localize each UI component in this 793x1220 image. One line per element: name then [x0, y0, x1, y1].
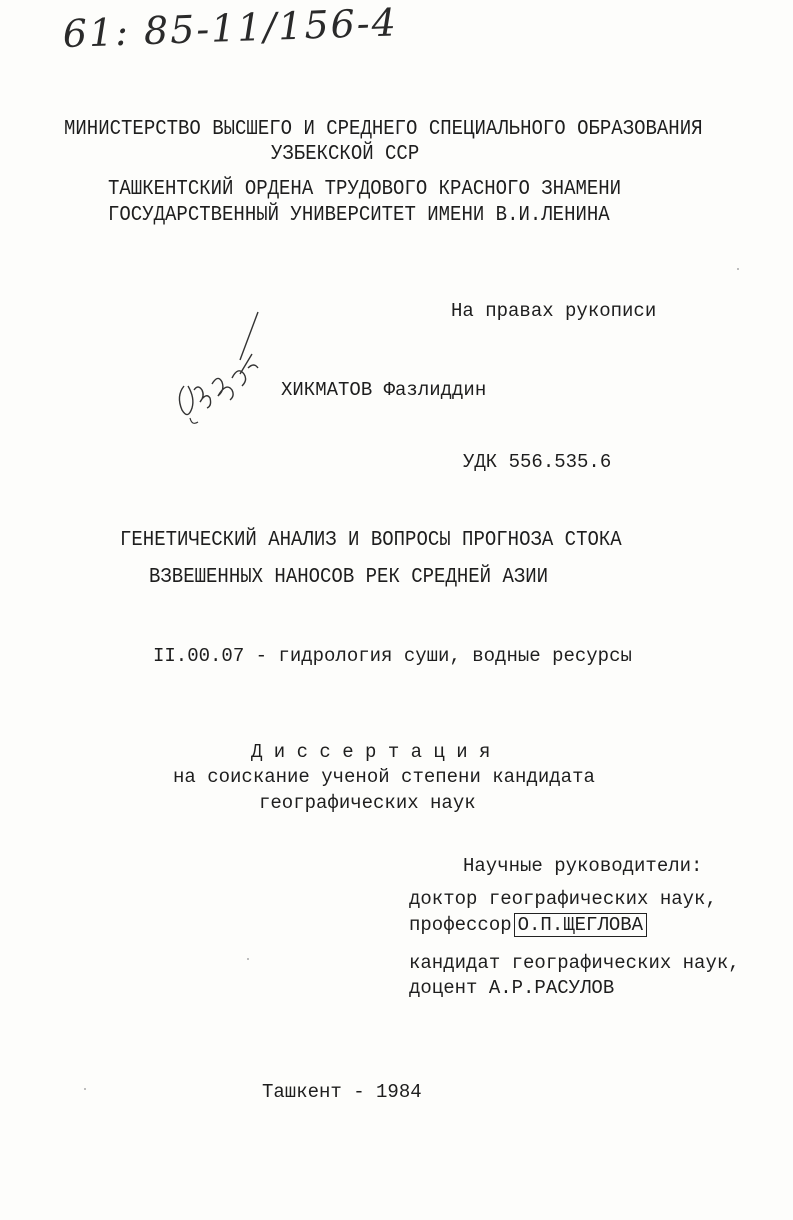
- supervisors-heading: Научные руководители:: [463, 855, 703, 877]
- city-year: Ташкент - 1984: [262, 1081, 422, 1103]
- paper-speck: [84, 1088, 86, 1090]
- title-line-2: ВЗВЕШЕННЫХ НАНОСОВ РЕК СРЕДНЕЙ АЗИИ: [149, 564, 549, 589]
- university-line-1: ТАШКЕНТСКИЙ ОРДЕНА ТРУДОВОГО КРАСНОГО ЗНАМЕНИ: [108, 176, 622, 201]
- ministry-line-1: МИНИСТЕРСТВО ВЫСШЕГО И СРЕДНЕГО СПЕЦИАЛЬНОГО ОБРАЗОВАНИЯ: [64, 116, 703, 141]
- supervisor-1-name-box: О.П.ЩЕГЛОВА: [514, 913, 647, 937]
- paper-speck: [737, 268, 739, 270]
- supervisor-2-line: доцент А.Р.РАСУЛОВ: [409, 977, 615, 999]
- specialty-code: II.00.07 - гидрология суши, водные ресурсы: [153, 645, 632, 667]
- supervisor-2-degree: кандидат географических наук,: [409, 952, 740, 974]
- udk-code: УДК 556.535.6: [463, 451, 612, 473]
- university-line-2: ГОСУДАРСТВЕННЫЙ УНИВЕРСИТЕТ ИМЕНИ В.И.ЛЕНИНА: [108, 202, 610, 227]
- supervisor-1-degree: доктор географических наук,: [409, 888, 717, 910]
- dissertation-heading: Д и с с е р т а ц и я: [251, 741, 491, 763]
- ministry-line-2: УЗБЕКСКОЙ ССР: [271, 141, 420, 166]
- paper-speck: [247, 958, 249, 960]
- handwritten-reference: 61: 85-11/156-4: [62, 0, 399, 56]
- author-name: ХИКМАТОВ Фазлиддин: [281, 379, 487, 401]
- title-line-1: ГЕНЕТИЧЕСКИЙ АНАЛИЗ И ВОПРОСЫ ПРОГНОЗА СТОКА: [120, 527, 622, 552]
- degree-line-2: географических наук: [259, 792, 476, 814]
- supervisor-1-line: [409, 914, 647, 936]
- supervisor-1-title: профессор: [409, 914, 512, 936]
- manuscript-note: На правах рукописи: [451, 300, 657, 322]
- degree-line-1: на соискание ученой степени кандидата: [173, 766, 595, 788]
- signature-mark: [170, 308, 270, 428]
